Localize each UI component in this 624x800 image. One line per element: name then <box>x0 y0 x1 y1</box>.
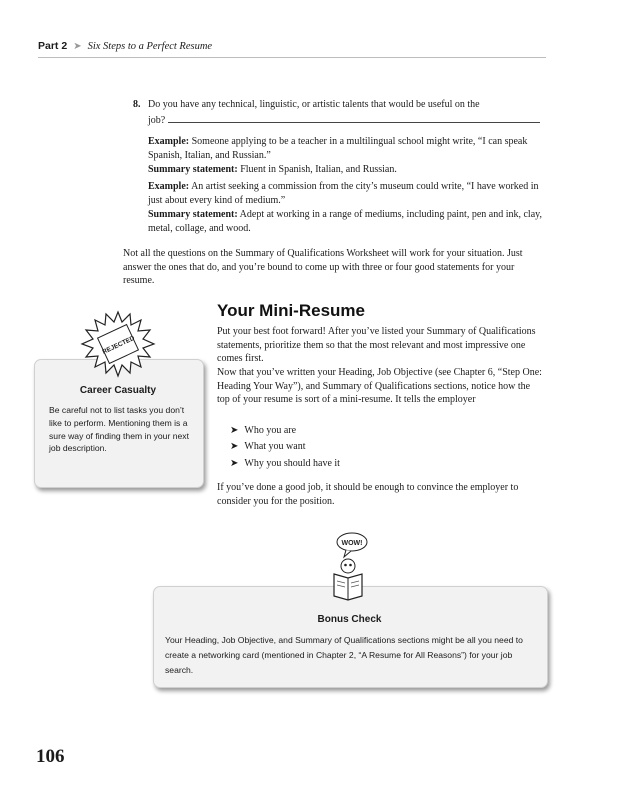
section-paragraph-3: If you’ve done a good job, it should be enough to convince the employer to consider you for the position. <box>217 482 519 507</box>
example-label: Example: <box>148 181 190 192</box>
question-line-2-text: job? <box>148 114 166 126</box>
bonus-title: Bonus Check <box>317 614 382 625</box>
question-line-2 <box>148 112 543 128</box>
part-label: Part 2 <box>38 40 68 52</box>
example-text: An artist seeking a commission from the city’s museum could write, “I have worked in just about every kind of medium.” <box>148 181 539 206</box>
summary-text: Adept at working in a range of mediums, including paint, pen and ink, clay, metal, collage, and wood. <box>148 209 542 234</box>
bullet-item <box>230 424 296 438</box>
stamp-text: REJECTED <box>101 334 136 356</box>
arrow-bullet-icon: ➤ <box>230 425 239 436</box>
bullet-text: What you want <box>244 441 306 452</box>
bullet-item <box>230 440 305 454</box>
arrow-icon: ➤ <box>73 41 82 52</box>
example-1 <box>148 135 543 162</box>
reader-wow-icon <box>320 530 380 602</box>
sidebar-title: Career Casualty <box>79 385 157 396</box>
header-rule <box>38 57 546 58</box>
summary-label: Summary statement: <box>148 164 238 175</box>
section-paragraph-2: Now that you’ve written your Heading, Job Objective (see Chapter 6, “Step One: Heading Your Way”), and Summary of Qualifications sections, notice how the top of your resume is sort of a mini-resume. It tells the employer <box>217 367 542 406</box>
summary-statement-2 <box>148 208 543 235</box>
example-label: Example: <box>148 136 190 147</box>
summary-label: Summary statement: <box>148 209 238 220</box>
sidebar-body: Be careful not to list tasks you don’t like to perform. Mentioning them is a sure way of finding them in your next job description. <box>49 405 189 454</box>
section-paragraph-1: Put your best foot forward! After you’ve listed your Summary of Qualifications statements, prioritize them so that the most relevant and most impressive one comes first. <box>217 326 536 365</box>
running-header <box>38 40 212 52</box>
bubble-text: WOW! <box>341 540 363 547</box>
bonus-body: Your Heading, Job Objective, and Summary of Qualifications sections might be all you need to create a networking card (mentioned in Chapter 2, “A Resume for All Reasons”) for your job search. <box>165 635 523 675</box>
question-number: 8. <box>133 99 141 110</box>
answer-blank[interactable] <box>168 112 540 123</box>
rejected-stamp-icon <box>80 310 156 378</box>
summary-text: Fluent in Spanish, Italian, and Russian. <box>240 164 397 175</box>
arrow-bullet-icon: ➤ <box>230 441 239 452</box>
page-number: 106 <box>36 746 65 767</box>
bullet-text: Who you are <box>244 425 297 436</box>
chapter-title: Six Steps to a Perfect Resume <box>87 41 213 52</box>
bullet-text: Why you should have it <box>244 458 340 469</box>
summary-statement-1 <box>148 163 543 177</box>
question-8 <box>148 98 543 127</box>
bullet-item <box>230 457 340 471</box>
example-2 <box>148 180 543 207</box>
section-heading: Your Mini-Resume <box>217 301 365 320</box>
arrow-bullet-icon: ➤ <box>230 458 239 469</box>
intro-paragraph: Not all the questions on the Summary of Qualifications Worksheet will work for your situation. Just answer the ones that do, and you’re bound to come up with three or four good statements for your resume. <box>123 248 523 287</box>
question-line-1: Do you have any technical, linguistic, or artistic talents that would be useful on the <box>148 99 480 110</box>
example-text: Someone applying to be a teacher in a multilingual school might write, “I can speak Spanish, Italian, and Russian.” <box>148 136 528 161</box>
